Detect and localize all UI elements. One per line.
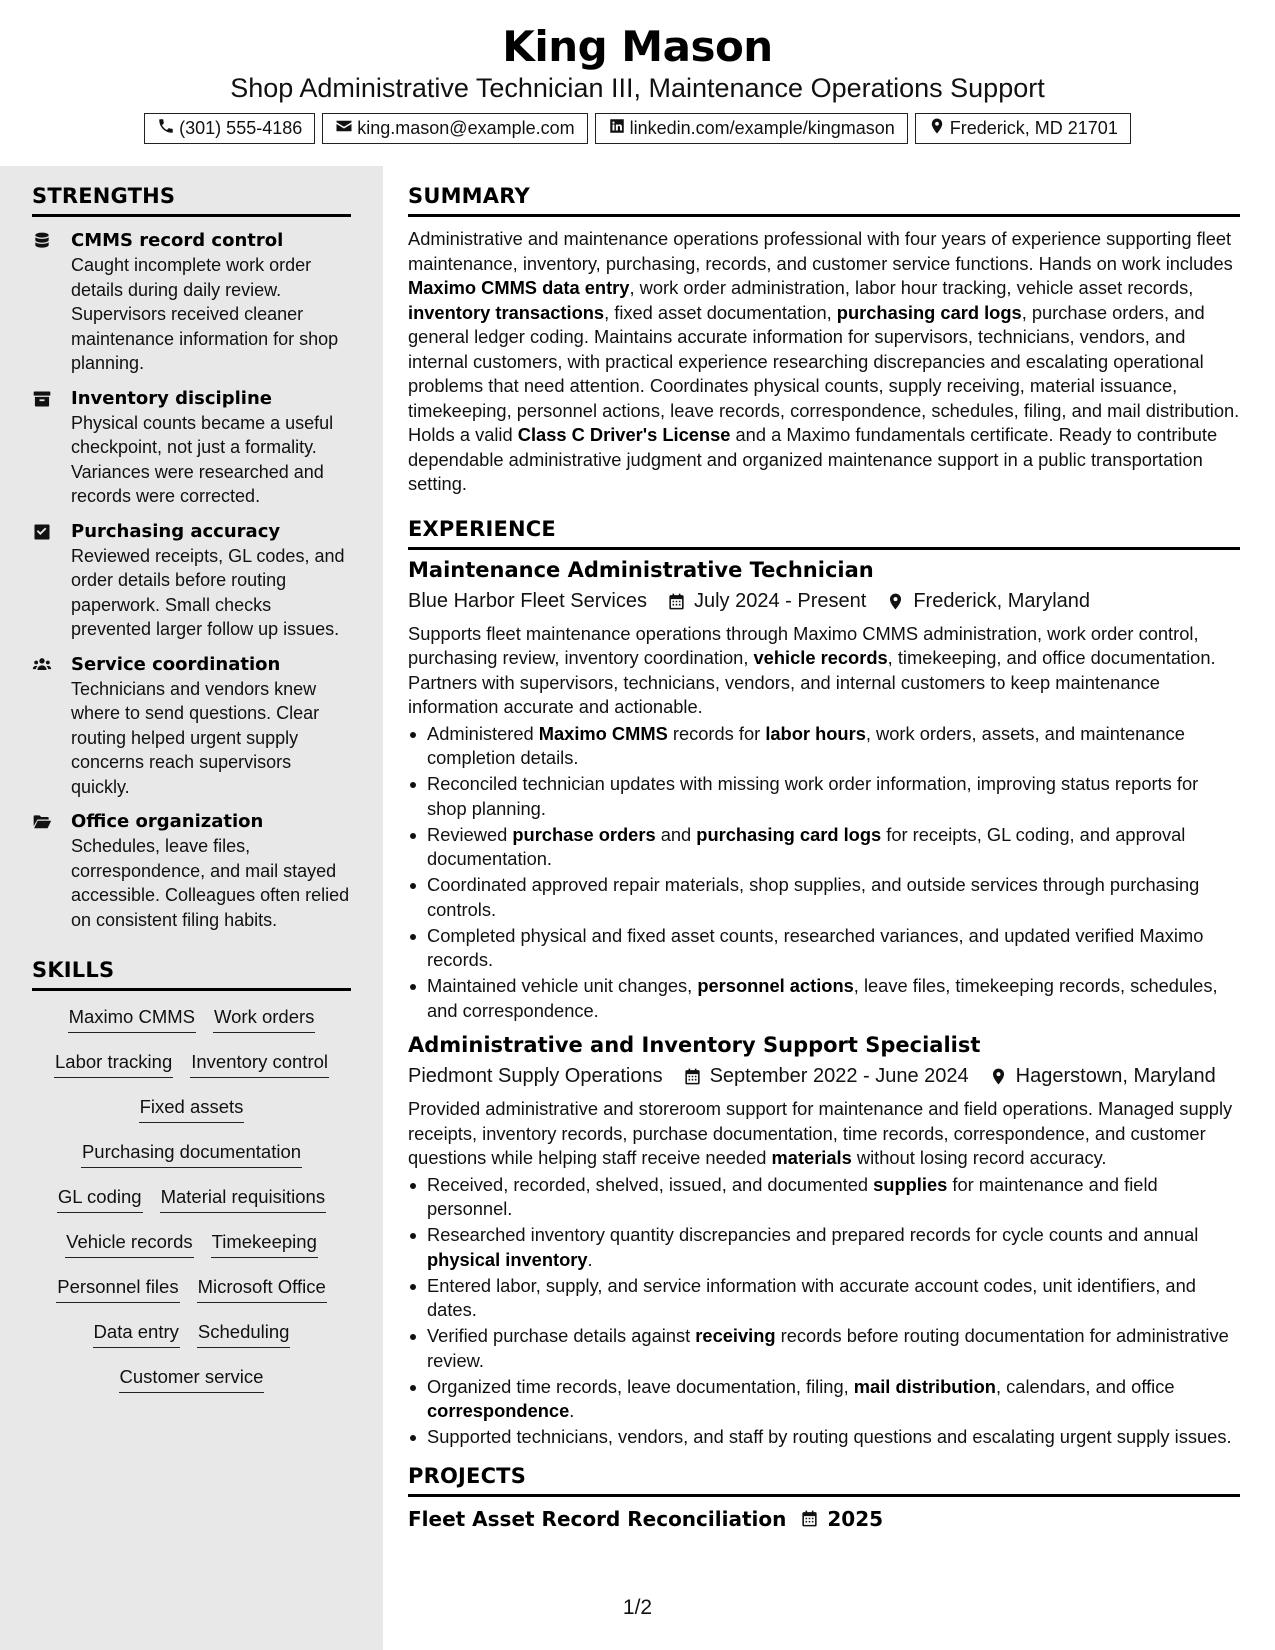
skills-row bbox=[32, 1316, 351, 1361]
text-run: . bbox=[587, 1248, 593, 1270]
skill-tag: Data entry bbox=[93, 1321, 180, 1348]
emphasized-text: purchasing card logs bbox=[696, 823, 882, 845]
contact-location bbox=[915, 113, 1131, 144]
text-run: , timekeeping, and office documentation. Partners with supervisors, technicians, vendors, and internal customers to keep maintenance information accurate and actionable. bbox=[408, 647, 1216, 717]
text-run: Provided administrative and storeroom support for maintenance and field operations. Managed supply receipts, inventory records, purchase documentation, time records, correspondence, and customer questions while helping staff receive needed bbox=[408, 1098, 1233, 1168]
calendar-icon bbox=[683, 1067, 702, 1086]
contact-email-text: king.mason@example.com bbox=[357, 118, 575, 138]
emphasized-text: Class C Driver's License bbox=[517, 424, 731, 445]
text-run: Administrative and maintenance operations professional with four years of experience supporting fleet maintenance, inventory, purchasing, records, and customer service functions. Hands on work includes bbox=[408, 228, 1233, 274]
bullet-item bbox=[408, 1375, 1240, 1424]
folder-open-icon bbox=[32, 812, 52, 832]
emphasized-text: Maximo CMMS bbox=[538, 722, 668, 744]
job-location: Hagerstown, Maryland bbox=[1015, 1065, 1216, 1087]
skills-row bbox=[32, 1091, 351, 1136]
text-run: Verified purchase details against bbox=[427, 1325, 696, 1346]
strength-title: Service coordination bbox=[71, 653, 281, 675]
bullet-item bbox=[408, 1274, 1240, 1323]
strength-item bbox=[32, 810, 351, 932]
contact-phone[interactable] bbox=[144, 113, 315, 144]
skill-tag: Timekeeping bbox=[211, 1231, 318, 1258]
job-intro bbox=[408, 622, 1240, 720]
skills-row bbox=[32, 1181, 351, 1226]
text-run: , fixed asset documentation, bbox=[604, 301, 837, 323]
skills-row bbox=[32, 1001, 351, 1046]
emphasized-text: labor hours bbox=[765, 722, 866, 744]
summary-text bbox=[408, 227, 1240, 497]
skills-row bbox=[32, 1046, 351, 1091]
job-dates: September 2022 - June 2024 bbox=[709, 1065, 969, 1087]
sidebar bbox=[0, 166, 383, 1650]
strength-item bbox=[32, 653, 351, 800]
experience-heading: EXPERIENCE bbox=[408, 517, 1240, 550]
text-run: records before routing documentation for administrative review. bbox=[427, 1325, 1229, 1371]
skills-row bbox=[32, 1361, 351, 1406]
resume-header bbox=[0, 0, 1275, 166]
emphasized-text: purchasing card logs bbox=[836, 301, 1022, 323]
strength-title: Inventory discipline bbox=[71, 387, 272, 409]
projects-heading: PROJECTS bbox=[408, 1464, 1240, 1497]
job-intro bbox=[408, 1097, 1240, 1171]
page-number: 1/2 bbox=[622, 1596, 653, 1619]
skills-list bbox=[32, 1001, 351, 1406]
contact-email[interactable] bbox=[322, 113, 587, 144]
skill-tag: Material requisitions bbox=[160, 1186, 327, 1213]
text-run: , leave files, timekeeping records, schedules, and correspondence. bbox=[427, 975, 1218, 1021]
strengths-list bbox=[32, 229, 351, 932]
strength-item bbox=[32, 520, 351, 642]
text-run: for maintenance and field personnel. bbox=[427, 1173, 1158, 1219]
job-company: Piedmont Supply Operations bbox=[408, 1065, 663, 1087]
candidate-name: King Mason bbox=[502, 22, 773, 71]
strength-title: Office organization bbox=[71, 811, 264, 832]
skills-row bbox=[32, 1136, 351, 1181]
skill-tag: Scheduling bbox=[197, 1321, 291, 1348]
job-meta bbox=[408, 1065, 1240, 1088]
skill-tag: Vehicle records bbox=[65, 1231, 193, 1258]
emphasized-text: supplies bbox=[873, 1173, 948, 1195]
job-entry bbox=[408, 1033, 1240, 1450]
project-year: 2025 bbox=[827, 1506, 884, 1531]
text-run: Supported technicians, vendors, and staff by routing questions and escalating urgent supply issues. bbox=[427, 1426, 1232, 1447]
strength-description: Physical counts became a useful checkpoint, not just a formality. Variances were researched and records were corrected. bbox=[71, 412, 334, 506]
bullet-item bbox=[408, 823, 1240, 872]
strength-description: Schedules, leave files, correspondence, and mail stayed accessible. Colleagues often relied on consistent filing habits. bbox=[71, 836, 350, 930]
calendar-icon bbox=[800, 1509, 819, 1528]
text-run: . bbox=[569, 1400, 575, 1421]
skills-row bbox=[32, 1271, 351, 1316]
map-pin-icon bbox=[928, 117, 946, 140]
checkbox-icon bbox=[32, 522, 52, 542]
skill-tag: Labor tracking bbox=[54, 1051, 173, 1078]
job-title: Maintenance Administrative Technician bbox=[408, 557, 874, 582]
job-dates: July 2024 - Present bbox=[693, 589, 867, 612]
summary-heading: SUMMARY bbox=[408, 184, 1240, 217]
linkedin-icon bbox=[608, 117, 626, 140]
skill-tag: GL coding bbox=[57, 1186, 143, 1213]
text-run: for receipts, GL coding, and approval documentation. bbox=[427, 823, 1186, 869]
text-run: Administered bbox=[427, 722, 539, 744]
text-run: Reconciled technician updates with missing work order information, improving status reports for shop planning. bbox=[427, 773, 1199, 819]
text-run: , work order administration, labor hour tracking, vehicle asset records, bbox=[629, 277, 1194, 298]
text-run: Completed physical and fixed asset counts, researched variances, and updated verified Maximo records. bbox=[427, 924, 1204, 970]
strength-description: Caught incomplete work order details during daily review. Supervisors received cleaner maintenance information for shop planning. bbox=[71, 255, 339, 373]
skill-tag: Inventory control bbox=[190, 1051, 329, 1078]
emphasized-text: mail distribution bbox=[853, 1375, 996, 1397]
strength-description: Technicians and vendors knew where to send questions. Clear routing helped urgent supply concerns reach supervisors quickly. bbox=[71, 678, 320, 797]
job-entry bbox=[408, 558, 1240, 1024]
emphasized-text: personnel actions bbox=[697, 975, 854, 996]
envelope-icon bbox=[335, 117, 353, 140]
job-bullets bbox=[408, 1173, 1240, 1450]
bullet-item bbox=[408, 1173, 1240, 1222]
emphasized-text: receiving bbox=[695, 1325, 776, 1346]
skill-tag: Fixed assets bbox=[139, 1096, 245, 1123]
text-run: , purchase orders, and general ledger coding. Maintains accurate information for supervisors, technicians, vendors, and internal customers, with practical experience researching discrepancies and escalating operational problems that need attention. Coordinates physical counts, supply receiving, material issuance, timekeeping, personnel actions, leave records, correspondence, schedules, filing, and mail distribution. Holds a valid bbox=[408, 301, 1240, 445]
emphasized-text: Maximo CMMS data entry bbox=[408, 277, 630, 298]
text-run: Coordinated approved repair materials, shop supplies, and outside services through purchasing controls. bbox=[427, 874, 1200, 920]
text-run: , work orders, assets, and maintenance completion details. bbox=[427, 722, 1185, 768]
strengths-heading: STRENGTHS bbox=[32, 184, 351, 217]
bullet-item bbox=[408, 1223, 1240, 1272]
bullet-item bbox=[408, 1324, 1240, 1373]
text-run: Supports fleet maintenance operations through Maximo CMMS administration, work order control, purchasing review, inventory coordination, bbox=[408, 622, 1199, 668]
text-run: Maintained vehicle unit changes, bbox=[427, 975, 698, 996]
strength-title: CMMS record control bbox=[71, 230, 284, 251]
text-run: Received, recorded, shelved, issued, and documented bbox=[427, 1173, 874, 1195]
project-title: Fleet Asset Record Reconciliation bbox=[408, 1506, 787, 1531]
job-company: Blue Harbor Fleet Services bbox=[408, 589, 647, 612]
contact-linkedin[interactable] bbox=[595, 113, 908, 144]
skill-tag: Personnel files bbox=[56, 1276, 179, 1303]
phone-icon bbox=[157, 117, 175, 140]
project-entry bbox=[408, 1507, 1240, 1531]
bullet-item bbox=[408, 924, 1240, 973]
skill-tag: Work orders bbox=[213, 1006, 315, 1033]
emphasized-text: vehicle records bbox=[753, 647, 888, 668]
job-location: Frederick, Maryland bbox=[913, 589, 1091, 612]
skill-tag: Purchasing documentation bbox=[81, 1141, 302, 1168]
skill-tag: Maximo CMMS bbox=[68, 1006, 196, 1033]
text-run: and bbox=[655, 823, 697, 845]
emphasized-text: purchase orders bbox=[512, 823, 656, 845]
skills-row bbox=[32, 1226, 351, 1271]
main-content bbox=[408, 166, 1240, 1531]
text-run: Organized time records, leave documentation, filing, bbox=[427, 1375, 854, 1397]
archive-box-icon bbox=[32, 389, 52, 409]
strength-item bbox=[32, 387, 351, 509]
strength-description: Reviewed receipts, GL codes, and order details before routing paperwork. Small checks prevented larger follow up issues. bbox=[71, 545, 345, 639]
text-run: Entered labor, supply, and service information with accurate account codes, unit identifiers, and dates. bbox=[427, 1274, 1196, 1320]
text-run: Researched inventory quantity discrepancies and prepared records for cycle counts and annual bbox=[427, 1224, 1199, 1245]
skill-tag: Microsoft Office bbox=[197, 1276, 327, 1303]
emphasized-text: physical inventory bbox=[427, 1248, 588, 1270]
database-icon bbox=[32, 231, 52, 251]
map-pin-icon bbox=[989, 1067, 1008, 1086]
text-run: and a Maximo fundamentals certificate. Ready to contribute dependable administrative judgment and organized maintenance support in a public transportation setting. bbox=[408, 424, 1218, 494]
text-run: , calendars, and office bbox=[995, 1375, 1175, 1397]
emphasized-text: inventory transactions bbox=[408, 301, 605, 323]
users-icon bbox=[32, 655, 52, 675]
contact-bar bbox=[0, 113, 1275, 144]
bullet-item bbox=[408, 873, 1240, 922]
job-title: Administrative and Inventory Support Specialist bbox=[408, 1033, 981, 1057]
candidate-headline: Shop Administrative Technician III, Maintenance Operations Support bbox=[230, 73, 1045, 103]
map-pin-icon bbox=[886, 592, 905, 611]
contact-location-text: Frederick, MD 21701 bbox=[949, 118, 1118, 138]
skill-tag: Customer service bbox=[119, 1366, 265, 1393]
bullet-item bbox=[408, 722, 1240, 771]
bullet-item bbox=[408, 974, 1240, 1023]
bullet-item bbox=[408, 772, 1240, 821]
emphasized-text: materials bbox=[771, 1147, 852, 1168]
strength-item bbox=[32, 229, 351, 376]
job-bullets bbox=[408, 722, 1240, 1024]
emphasized-text: correspondence bbox=[427, 1400, 570, 1421]
text-run: Reviewed bbox=[427, 823, 513, 845]
calendar-icon bbox=[667, 592, 686, 611]
bullet-item bbox=[408, 1425, 1240, 1450]
skills-heading: SKILLS bbox=[32, 958, 351, 991]
text-run: without losing record accuracy. bbox=[851, 1147, 1107, 1168]
contact-linkedin-text: linkedin.com/example/kingmason bbox=[629, 118, 895, 138]
strength-title: Purchasing accuracy bbox=[71, 520, 281, 542]
text-run: records for bbox=[667, 722, 766, 744]
job-meta bbox=[408, 590, 1240, 613]
contact-phone-text: (301) 555-4186 bbox=[179, 118, 303, 138]
